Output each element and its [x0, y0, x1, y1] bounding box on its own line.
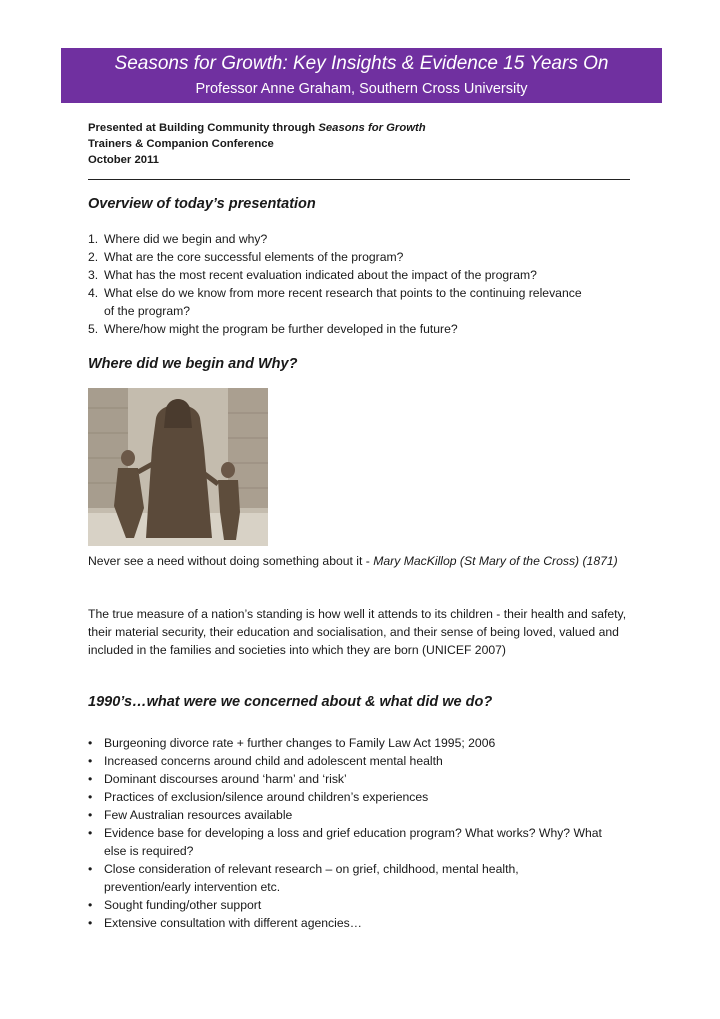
list-item: • Close consideration of relevant research – on grief, childhood, mental health, prevention/early intervention etc. — [88, 862, 519, 894]
list-item: • Few Australian resources available — [88, 808, 293, 822]
list-item: 5. Where/how might the program be further developed in the future? — [88, 322, 458, 336]
nineties-heading: 1990’s…what were we concerned about & what did we do? — [88, 694, 493, 710]
list-item: 2. What are the core successful elements of the program? — [88, 250, 404, 264]
quote-attribution: Mary MacKillop (St Mary of the Cross) (1871) — [373, 554, 618, 568]
unicef-quote: The true measure of a nation’s standing is how well it attends to its children - their health and safety, their material security, their education and socialisation, and their sense of being loved, valued and included in the families and societies into which they are born (UNICEF 2007) — [88, 607, 627, 657]
statue-illustration — [88, 388, 268, 546]
list-item: 3. What has the most recent evaluation indicated about the impact of the program? — [88, 268, 537, 282]
list-item: • Increased concerns around child and adolescent mental health — [88, 754, 443, 768]
list-item: • Evidence base for developing a loss and grief education program? What works? Why? What else is required? — [88, 826, 602, 858]
title-banner — [61, 48, 662, 103]
conference-name: Trainers & Companion Conference — [88, 138, 274, 150]
presentation-date: October 2011 — [88, 154, 159, 166]
overview-heading: Overview of today’s presentation — [88, 196, 316, 212]
presentation-info — [88, 120, 426, 168]
mackillop-quote: Never see a need without doing something about it - Mary MacKillop (St Mary of the Cross) (1871) — [88, 554, 618, 568]
list-item: 1. Where did we begin and why? — [88, 232, 268, 246]
statue-photo — [88, 388, 268, 546]
list-item: 4. What else do we know from more recent research that points to the continuing relevance of the program? — [88, 286, 582, 318]
begin-heading: Where did we begin and Why? — [88, 356, 298, 372]
list-item: • Practices of exclusion/silence around children’s experiences — [88, 790, 429, 804]
document-title: Seasons for Growth: Key Insights & Evidence 15 Years On — [114, 53, 609, 74]
overview-list — [88, 230, 648, 338]
list-item: • Dominant discourses around ‘harm’ and ‘risk’ — [88, 772, 347, 786]
list-item: • Burgeoning divorce rate + further changes to Family Law Act 1995; 2006 — [88, 736, 496, 750]
list-item: • Extensive consultation with different agencies… — [88, 916, 362, 930]
nineties-list — [88, 734, 628, 932]
list-item: • Sought funding/other support — [88, 898, 262, 912]
divider-rule — [88, 179, 630, 180]
document-author: Professor Anne Graham, Southern Cross University — [195, 81, 528, 97]
presented-at-line: Presented at Building Community through Seasons for Growth — [88, 122, 426, 134]
program-name: Seasons for Growth — [318, 122, 426, 134]
